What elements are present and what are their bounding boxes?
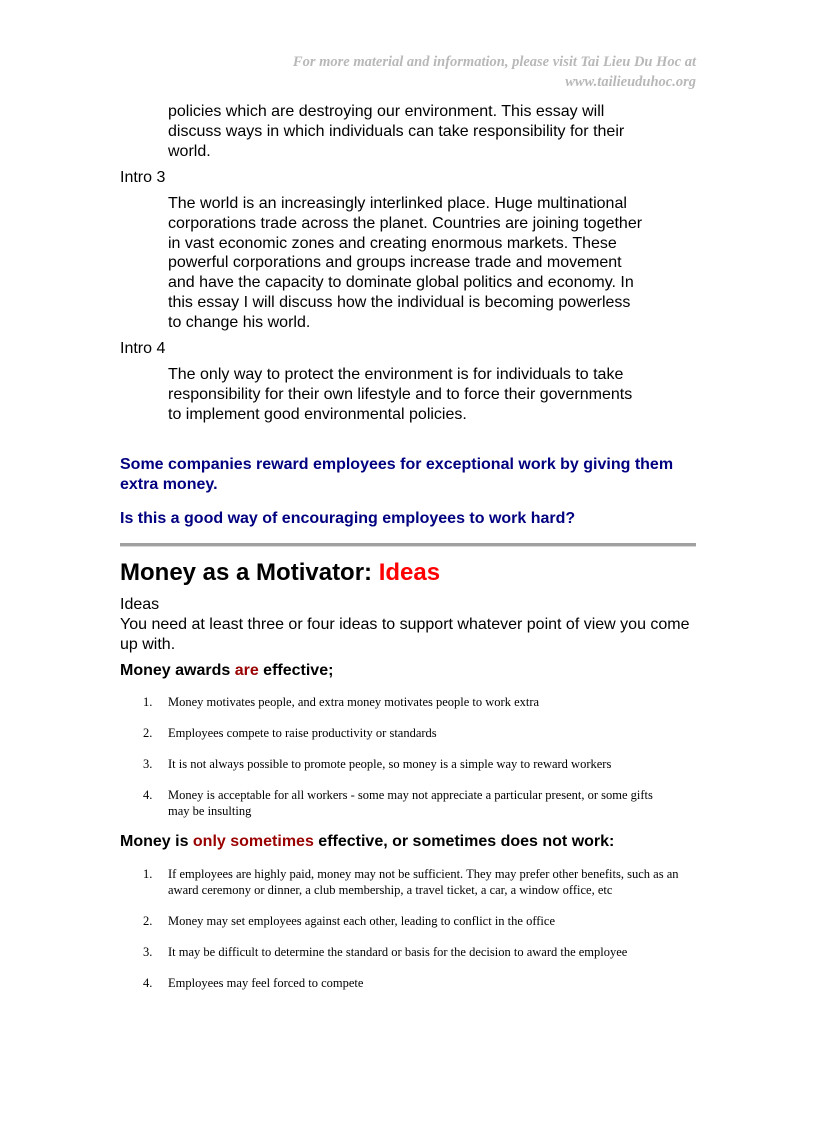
sometimes-heading: [120, 832, 614, 852]
list-number: 2.: [143, 914, 153, 928]
list-item-text: Money motivates people, and extra money motivates people to work extra: [168, 695, 540, 709]
effective-heading-post: effective;: [258, 662, 334, 679]
list-number: 1.: [143, 867, 153, 881]
effective-heading-pre: Money awards: [120, 662, 235, 679]
list-item-text: Employees may feel forced to compete: [168, 976, 364, 990]
list-number: 4.: [143, 788, 153, 802]
list-number: 2.: [143, 726, 153, 740]
ideas-label: Ideas: [120, 596, 160, 613]
list-number: 3.: [143, 945, 153, 959]
section-title-accent: Ideas: [378, 559, 441, 586]
intro-4-text: The only way to protect the environment is for individuals to take responsibility for their own lifestyle and to force their governments to implement good environmental policies.: [168, 366, 633, 423]
sometimes-list: [120, 866, 700, 991]
intro-3-label: Intro 3: [120, 169, 166, 186]
effective-heading-accent: are: [234, 662, 259, 679]
list-item: [120, 725, 700, 741]
list-item-text: It is not always possible to promote people, so money is a simple way to reward workers: [168, 757, 612, 771]
list-item: [120, 944, 700, 960]
intro-4-label: Intro 4: [120, 340, 166, 357]
list-item-text: Money may set employees against each other, leading to conflict in the office: [168, 914, 555, 928]
list-item-text: Money is acceptable for all workers - some may not appreciate a particular present, or some gifts may be insulting: [168, 788, 653, 818]
list-number: 3.: [143, 757, 153, 771]
intro-2-tail: policies which are destroying our environment. This essay will discuss ways in which individuals can take responsibility for their world.: [168, 103, 625, 160]
list-item: [120, 756, 700, 772]
list-item: [120, 787, 658, 819]
section-title: [120, 558, 440, 588]
intro-3-text: The world is an increasingly interlinked place. Huge multinational corporations trade across the planet. Countries are joining together in vast economic zones and creating enormous markets. These powerful corporations and groups increase trade and movement and have the capacity to dominate global politics and economy. In this essay I will discuss how the individual is becoming powerless to change his world.: [168, 195, 643, 331]
prompt-question: Is this a good way of encouraging employees to work hard?: [120, 510, 576, 527]
list-item-text: Employees compete to raise productivity or standards: [168, 726, 437, 740]
section-divider: [120, 543, 696, 547]
ideas-text: You need at least three or four ideas to support whatever point of view you come up with.: [120, 616, 690, 653]
list-number: 4.: [143, 976, 153, 990]
list-item: [120, 866, 688, 898]
list-item-text: If employees are highly paid, money may not be sufficient. They may prefer other benefits, such as an award ceremony or dinner, a club membership, a travel ticket, a car, a window office, etc: [168, 867, 679, 897]
effective-heading: [120, 661, 333, 681]
sometimes-heading-post: effective, or sometimes does not work:: [313, 833, 615, 850]
sometimes-heading-accent: only sometimes: [192, 833, 314, 850]
sometimes-heading-pre: Money is: [120, 833, 193, 850]
effective-list: [120, 694, 700, 819]
list-item: [120, 975, 700, 991]
header-url: www.tailieuduhoc.org: [565, 74, 696, 90]
prompt-statement: Some companies reward employees for exceptional work by giving them extra money.: [120, 456, 674, 493]
list-item: [120, 913, 700, 929]
list-item-text: It may be difficult to determine the standard or basis for the decision to award the employee: [168, 945, 628, 959]
section-title-main: Money as a Motivator:: [120, 559, 379, 586]
list-number: 1.: [143, 695, 153, 709]
page-header: [293, 52, 696, 92]
list-item: [120, 694, 700, 710]
header-line-1: For more material and information, please visit Tai Lieu Du Hoc at: [292, 54, 696, 70]
